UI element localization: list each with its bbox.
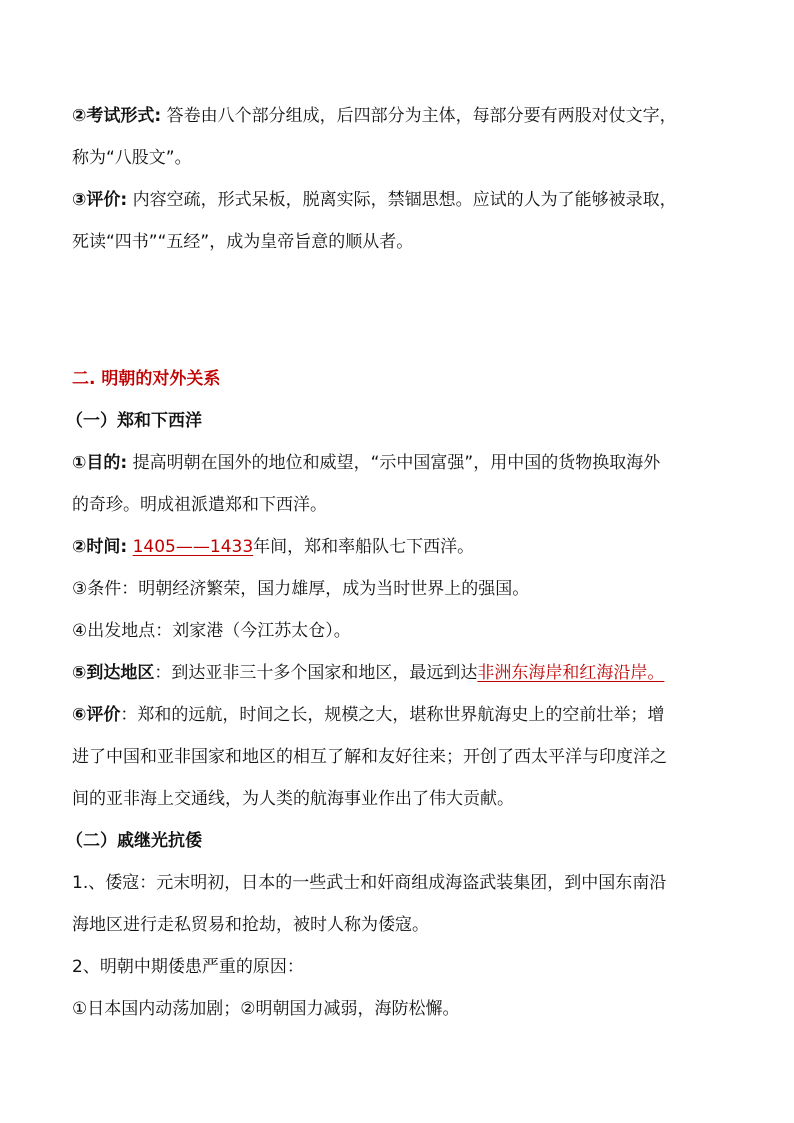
purpose-line-2: 的奇珍。明成祖派遣郑和下西洋。 (72, 495, 327, 515)
exam-form-label: ②考试形式: (72, 106, 162, 126)
time-line (72, 535, 732, 559)
cause-list-line: ①日本国内动荡加剧；②明朝国力减弱，海防松懈。 (72, 999, 460, 1019)
zhenghe-eval-line-3: 间的亚非海上交通线，为人类的航海事业作出了伟大贡献。 (72, 789, 514, 809)
departure-line: ④出发地点：刘家港（今江苏太仓）。 (72, 621, 351, 641)
zhenghe-eval-label: ⑥评价 (72, 705, 121, 725)
purpose-text: 提高明朝在国外的地位和威望，“示中国富强”，用中国的货物换取海外 (132, 453, 661, 473)
exam-form-line-1 (72, 104, 732, 128)
zhenghe-eval-line-1 (72, 703, 732, 727)
exam-form-line-2: 称为“八股文”。 (72, 148, 192, 168)
exam-form-text: 答卷由八个部分组成，后四部分为主体，每部分要有两股对仗文字， (166, 106, 677, 126)
zhenghe-eval-text: ：郑和的远航，时间之长，规模之大，堪称世界航海史上的空前壮举；增 (120, 705, 665, 725)
time-text: 年间，郑和率船队七下西洋。 (253, 537, 475, 557)
subsection-zhenghe-title: （一）郑和下西洋 (66, 411, 202, 431)
purpose-line-1 (72, 451, 732, 475)
reach-value: 非洲东海岸和红海沿岸。 (477, 663, 665, 683)
reach-text: ：到达亚非三十多个国家和地区，最远到达 (154, 663, 478, 683)
cause-heading-line: 2、明朝中期倭患严重的原因： (72, 957, 304, 977)
condition-line: ③条件：明朝经济繁荣，国力雄厚，成为当时世界上的强国。 (72, 579, 530, 599)
wokou-line-1: 1.、倭寇：元末明初，日本的一些武士和奸商组成海盗武装集团，到中国东南沿 (72, 873, 667, 893)
purpose-label: ①目的: (72, 453, 128, 473)
evaluation-line-2: 死读“四书”“五经”，成为皇帝旨意的顺从者。 (72, 232, 414, 252)
reach-line (72, 661, 732, 685)
zhenghe-eval-line-2: 进了中国和亚非国家和地区的相互了解和友好往来；开创了西太平洋与印度洋之 (72, 747, 667, 767)
reach-label: ⑤到达地区 (72, 663, 155, 683)
time-label: ②时间: (72, 537, 128, 557)
section-title: 二. 明朝的对外关系 (72, 369, 221, 389)
subsection-qijiguang-title: （二）戚继光抗倭 (66, 831, 202, 851)
evaluation-text: 内容空疏，形式呆板，脱离实际，禁锢思想。应试的人为了能够被录取， (132, 190, 677, 210)
wokou-line-2: 海地区进行走私贸易和抢劫，被时人称为倭寇。 (72, 915, 429, 935)
time-value: 1405——1433 (132, 537, 254, 557)
evaluation-line-1 (72, 188, 732, 212)
evaluation-label: ③评价: (72, 190, 128, 210)
